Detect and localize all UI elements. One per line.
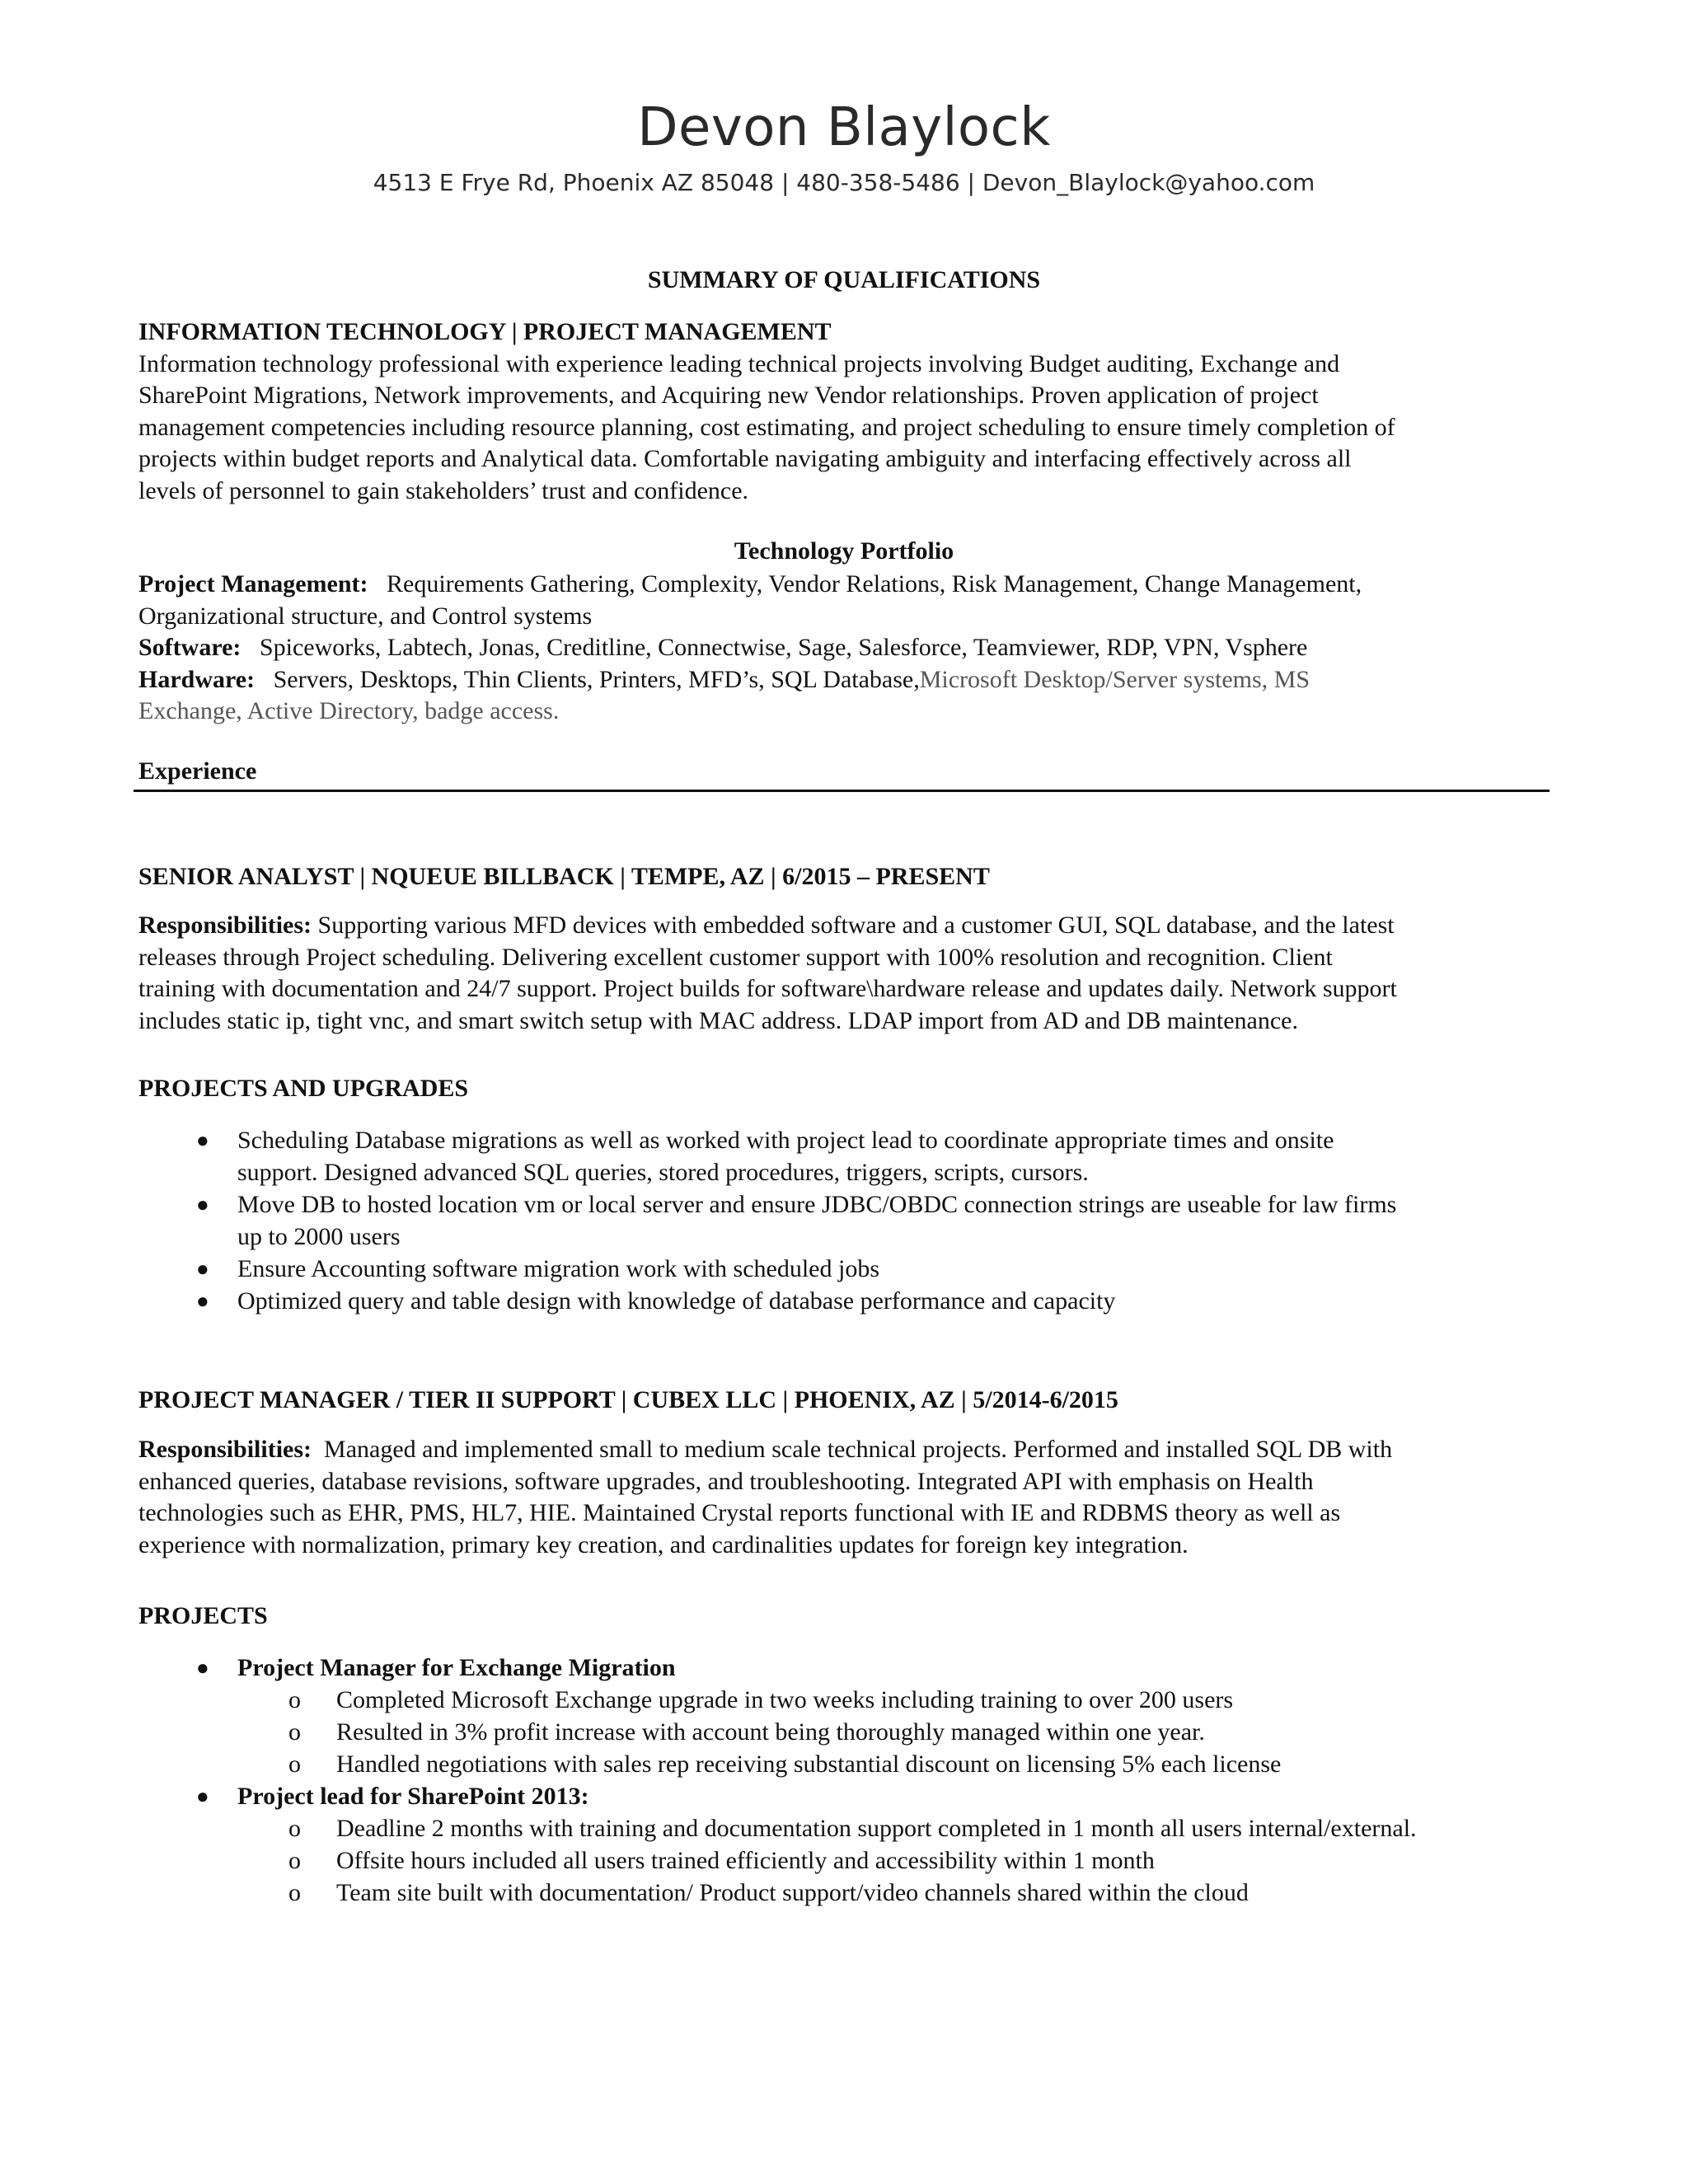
job2-title: PROJECT MANAGER / TIER II SUPPORT | CUBEX LLC | PHOENIX, AZ | 5/2014-6/2015: [138, 1386, 1118, 1413]
resp-label: Responsibilities:: [138, 1436, 312, 1463]
hardware-text-gray: Microsoft Desktop/Server systems, MS: [919, 665, 1311, 693]
resp-label: Responsibilities:: [138, 912, 312, 939]
list-item: ● Optimized query and table design with knowledge of database performance and capacity: [138, 1285, 1550, 1317]
portfolio-section: [138, 569, 1550, 728]
job1-responsibilities: [138, 910, 1550, 1037]
summary-line: projects within budget reports and Analytical data. Comfortable navigating ambiguity and interfacing effectively across all: [138, 445, 1352, 472]
candidate-name: Devon Blaylock: [637, 97, 1051, 158]
project-title: Project Manager for Exchange Migration: [237, 1654, 676, 1681]
resp-text: Supporting various MFD devices with embedded software and a customer GUI, SQL database, and the latest: [317, 912, 1395, 939]
bullet-icon: ●: [196, 1193, 209, 1216]
resp-text: experience with normalization, primary key creation, and cardinalities updates for foreign key integration.: [138, 1530, 1189, 1558]
job2-projects-list: [138, 1652, 1550, 1909]
bullet-icon: ●: [196, 1289, 209, 1313]
list-item: ● Ensure Accounting software migration work with scheduled jobs: [138, 1253, 1550, 1285]
bullet-icon: ●: [196, 1656, 209, 1680]
sub-item: o Deadline 2 months with training and documentation support completed in 1 month all users internal/external.: [138, 1812, 1550, 1844]
summary-title: SUMMARY OF QUALIFICATIONS: [647, 266, 1041, 293]
resp-text: releases through Project scheduling. Delivering excellent customer support with 100% resolution and recognition. Client: [138, 943, 1333, 971]
sub-item: o Handled negotiations with sales rep receiving substantial discount on licensing 5% each license: [138, 1748, 1550, 1780]
list-item: [138, 1780, 1550, 1812]
summary-line: SharePoint Migrations, Network improvements, and Acquiring new Vendor relationships. Proven application of project: [138, 382, 1319, 409]
summary-line: management competencies including resource planning, cost estimating, and project scheduling to ensure timely completion of: [138, 413, 1395, 441]
sub-item: o Completed Microsoft Exchange upgrade in two weeks including training to over 200 users: [138, 1684, 1550, 1716]
sub-item: o Resulted in 3% profit increase with account being thoroughly managed within one year.: [138, 1716, 1550, 1748]
list-item: [138, 1652, 1550, 1684]
circle-bullet-icon: o: [288, 1686, 301, 1713]
project-title: Project lead for SharePoint 2013:: [237, 1783, 589, 1810]
summary-subtitle: INFORMATION TECHNOLOGY | PROJECT MANAGEMENT: [138, 318, 832, 345]
sub-item: o Offsite hours included all users trained efficiently and accessibility within 1 month: [138, 1844, 1550, 1877]
resp-text: technologies such as EHR, PMS, HL7, HIE. Maintained Crystal reports functional with IE and RDBMS theory as well as: [138, 1499, 1341, 1526]
software-label: Software:: [138, 634, 241, 661]
circle-bullet-icon: o: [288, 1718, 301, 1746]
hardware-text-gray-cont: Exchange, Active Directory, badge access.: [138, 697, 560, 724]
circle-bullet-icon: o: [288, 1750, 301, 1778]
job1-projects-heading: PROJECTS AND UPGRADES: [138, 1075, 469, 1102]
resp-text: Managed and implemented small to medium scale technical projects. Performed and installed SQL DB with: [324, 1436, 1393, 1463]
summary-section: [138, 316, 1550, 507]
pm-text-cont: Organizational structure, and Control systems: [138, 602, 593, 630]
job1-projects-list: [138, 1124, 1550, 1317]
bullet-icon: ●: [196, 1784, 209, 1808]
resp-text: enhanced queries, database revisions, software upgrades, and troubleshooting. Integrated API with emphasis on Health: [138, 1467, 1314, 1495]
bullet-icon: ●: [196, 1128, 209, 1152]
job1-title: SENIOR ANALYST | NQUEUE BILLBACK | TEMPE, AZ | 6/2015 – PRESENT: [138, 863, 990, 890]
resp-text: training with documentation and 24/7 support. Project builds for software\hardware release and updates daily. Network support: [138, 975, 1397, 1002]
circle-bullet-icon: o: [288, 1879, 301, 1906]
pm-text: Requirements Gathering, Complexity, Vendor Relations, Risk Management, Change Management,: [387, 570, 1362, 598]
hardware-label: Hardware:: [138, 665, 256, 693]
circle-bullet-icon: o: [288, 1847, 301, 1874]
pm-label: Project Management:: [138, 570, 368, 598]
job2-responsibilities: [138, 1434, 1550, 1561]
experience-heading: Experience: [138, 757, 257, 785]
section-divider: [134, 790, 1550, 792]
list-item: ● Move DB to hosted location vm or local server and ensure JDBC/OBDC connection strings are useable for law firms up to 2000 users: [138, 1188, 1550, 1253]
job2-projects-heading: PROJECTS: [138, 1602, 268, 1629]
contact-line: 4513 E Frye Rd, Phoenix AZ 85048 | 480-358-5486 | Devon_Blaylock@yahoo.com: [373, 169, 1315, 196]
software-text: Spiceworks, Labtech, Jonas, Creditline, Connectwise, Sage, Salesforce, Teamviewer, RDP, VPN, Vsphere: [259, 634, 1308, 661]
circle-bullet-icon: o: [288, 1815, 301, 1842]
summary-line: Information technology professional with experience leading technical projects involving Budget auditing, Exchange and: [138, 349, 1340, 377]
summary-line: levels of personnel to gain stakeholders’ trust and confidence.: [138, 476, 749, 504]
sub-item: o Team site built with documentation/ Product support/video channels shared within the cloud: [138, 1877, 1550, 1909]
list-item: ● Scheduling Database migrations as well as worked with project lead to coordinate appropriate times and onsite support. Designed advanced SQL queries, stored procedures, triggers, scripts, cursors.: [138, 1124, 1550, 1188]
portfolio-title: Technology Portfolio: [734, 537, 954, 565]
resp-text: includes static ip, tight vnc, and smart switch setup with MAC address. LDAP import from AD and DB maintenance.: [138, 1006, 1298, 1034]
hardware-text: Servers, Desktops, Thin Clients, Printers, MFD’s, SQL Database,: [273, 665, 920, 693]
bullet-icon: ●: [196, 1257, 209, 1281]
